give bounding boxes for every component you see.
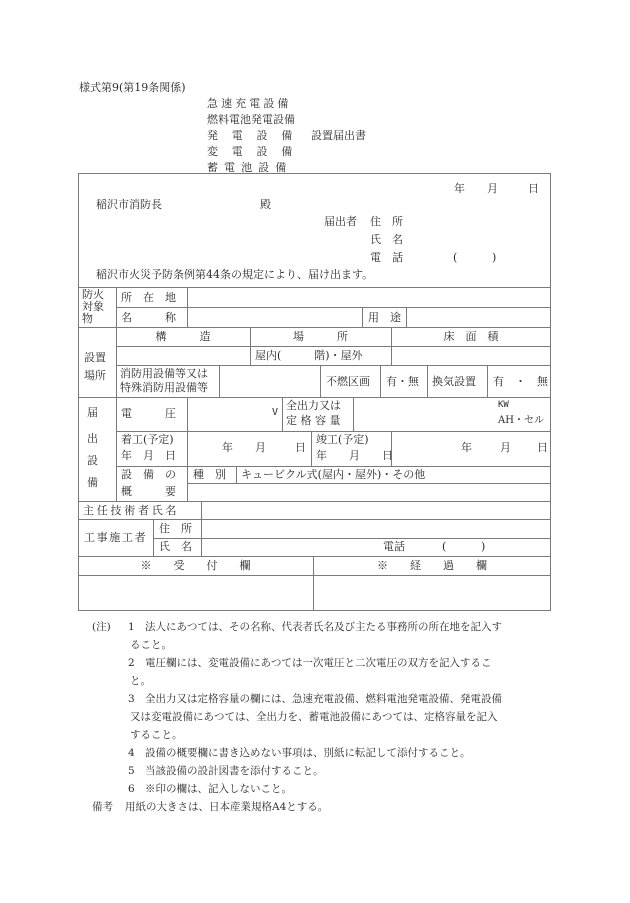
remarks-text: 用紙の大きさは、日本産業規格A4とする。 <box>125 801 329 813</box>
divider <box>427 365 428 397</box>
equipment-section-char-2: 出 <box>87 432 98 445</box>
install-section-label: 設置場所 <box>84 351 106 382</box>
note-5-line1: 当該設備の設計図書を添付すること。 <box>145 765 324 777</box>
header-date-month: 月 <box>487 182 498 195</box>
fireproof-label: 不燃区画 <box>326 375 370 388</box>
place-label: 場 所 <box>293 330 348 343</box>
output-label-1: 全出力又は <box>286 399 341 412</box>
overview-label-2: 概 要 <box>121 485 176 498</box>
equipment-section-char-3: 設 <box>87 454 98 467</box>
output-label-2: 定 格 容 量 <box>286 414 341 427</box>
declaration-statement: 稲沢市火災予防条例第44条の規定により、届け出ます。 <box>96 268 374 281</box>
notes-prefix: (注) <box>92 621 111 633</box>
applicant-phone-open: ( <box>453 251 458 264</box>
contractor-name-field[interactable] <box>202 539 382 555</box>
divider <box>116 466 551 467</box>
finish-date-year[interactable]: 年 <box>461 441 472 454</box>
divider <box>116 287 117 501</box>
contractor-phone-label: 電話 <box>383 540 405 553</box>
note-1-line1: 法人にあつては、その名称、代表者氏名及び主たる事務所の所在地を記入す <box>145 621 502 633</box>
divider <box>116 431 551 432</box>
location-label: 所 在 地 <box>121 291 176 304</box>
progress-label: ※ 経 過 欄 <box>377 559 487 572</box>
start-label-2: 年 月 日 <box>121 449 176 462</box>
divider <box>236 466 237 483</box>
finish-label-2: 年 月 日 <box>316 449 393 462</box>
contractor-phone-open: ( <box>442 540 447 553</box>
voltage-label: 電 圧 <box>121 407 176 420</box>
applicant-phone-close: ) <box>492 251 497 264</box>
fire-equipment-label-2: 特殊消防用設備等 <box>120 381 208 394</box>
ventilation-label: 換気設置 <box>432 375 476 388</box>
divider <box>78 327 551 328</box>
location-field[interactable] <box>188 288 550 306</box>
addressee: 稲沢市消防長 <box>96 198 162 211</box>
note-1-num: 1 <box>128 621 135 633</box>
start-label-1: 着工(予定) <box>121 433 174 446</box>
finish-date-day[interactable]: 日 <box>537 441 548 454</box>
title-equipment-5: 蓄電池設備 <box>207 161 293 174</box>
note-5-num: 5 <box>128 765 135 777</box>
divider <box>116 365 551 366</box>
note-2-line1: 電圧欄には、変電設備にあつては一次電圧と二次電圧の双方を記入するこ <box>145 657 492 669</box>
title-equipment-2: 燃料電池発電設備 <box>207 113 295 126</box>
contractor-phone-close: ) <box>481 540 486 553</box>
progress-area <box>314 576 550 610</box>
divider <box>153 519 154 556</box>
note-2-num: 2 <box>128 657 135 669</box>
honorific: 殿 <box>260 198 271 211</box>
voltage-unit: V <box>272 407 279 418</box>
form-number: 様式第9(第19条関係) <box>79 81 186 94</box>
applicant-phone-label: 電 話 <box>370 251 403 264</box>
fire-target-section-label: 防火対象物 <box>82 288 104 325</box>
output-unit-ah: AH・セル <box>498 415 544 426</box>
start-date-month[interactable]: 月 <box>255 441 266 454</box>
note-2-line2: と。 <box>130 675 151 687</box>
start-date-year[interactable]: 年 <box>222 441 233 454</box>
output-unit-kw: KW <box>498 400 509 410</box>
structure-field[interactable] <box>117 347 249 364</box>
ventilation-choice[interactable]: 有 ・ 無 <box>493 375 548 388</box>
fire-equipment-label-1: 消防用設備等又は <box>120 367 208 380</box>
overview-field[interactable] <box>188 484 550 500</box>
fire-equipment-field[interactable] <box>220 366 319 396</box>
title-equipment-3: 発電設備 <box>207 129 306 142</box>
divider <box>78 556 551 557</box>
finish-label-1: 竣工(予定) <box>316 433 369 446</box>
type-value[interactable]: キュービクル式(屋内・屋外)・その他 <box>241 468 426 481</box>
title-equipment-4: 変電設備 <box>207 145 306 158</box>
note-3-line1: 全出力又は定格容量の欄には、急速充電設備、燃料電池発電設備、発電設備 <box>145 693 502 705</box>
target-name-label: 名 称 <box>121 311 176 324</box>
structure-label: 構 造 <box>155 330 211 343</box>
contractor-label: 工事施工者 <box>84 531 148 544</box>
header-date-day: 日 <box>528 182 539 195</box>
chief-engineer-field[interactable] <box>202 502 550 518</box>
note-3-num: 3 <box>128 693 135 705</box>
equipment-section-char-1: 届 <box>87 406 98 419</box>
note-3-line2: 又は変電設備にあつては、全出力を、蓄電池設備にあつては、定格容量を記入 <box>130 711 498 723</box>
divider <box>362 307 363 327</box>
divider <box>380 365 381 397</box>
title-suffix: 設置届出書 <box>311 129 366 142</box>
note-4-num: 4 <box>128 747 135 759</box>
note-4-line1: 設備の概要欄に書き込めない事項は、別紙に転記して添付すること。 <box>145 747 471 759</box>
equipment-section-char-4: 備 <box>87 476 98 489</box>
use-label: 用 途 <box>368 311 401 324</box>
voltage-field[interactable] <box>188 398 281 430</box>
note-6-num: 6 <box>128 783 135 795</box>
reception-label: ※ 受 付 欄 <box>140 559 251 572</box>
divider <box>320 365 321 397</box>
divider <box>311 431 312 466</box>
contractor-address-label: 住 所 <box>159 522 192 535</box>
chief-engineer-label: 主任技術者氏名 <box>83 504 180 517</box>
start-date-day[interactable]: 日 <box>295 441 306 454</box>
target-name-field[interactable] <box>188 308 361 326</box>
applicant-label: 届出者 <box>324 215 357 228</box>
applicant-name-label: 氏 名 <box>370 233 403 246</box>
contractor-name-label: 氏 名 <box>159 540 192 553</box>
contractor-address-field[interactable] <box>202 520 550 537</box>
type-label: 種 別 <box>193 468 226 481</box>
note-3-line3: すること。 <box>130 729 183 741</box>
indoor-outdoor-choice[interactable]: 屋内( 階)・屋外 <box>255 349 363 362</box>
note-6-line1: ※印の欄は、記入しないこと。 <box>145 783 292 795</box>
floor-area-field[interactable] <box>392 347 550 364</box>
note-1-line2: ること。 <box>130 639 172 651</box>
use-field[interactable] <box>407 308 550 326</box>
title-equipment-1: 急速充電設備 <box>207 97 292 110</box>
reception-area <box>79 576 312 610</box>
header-date-year: 年 <box>454 182 465 195</box>
divider <box>282 397 283 431</box>
fireproof-choice[interactable]: 有・無 <box>386 375 419 388</box>
applicant-address-label: 住 所 <box>370 215 403 228</box>
finish-date-month[interactable]: 月 <box>500 441 511 454</box>
overview-label-1: 設 備 の <box>121 468 176 481</box>
floor-area-label: 床 面 積 <box>443 330 499 343</box>
remarks-label: 備考 <box>92 801 113 813</box>
divider <box>487 365 488 397</box>
